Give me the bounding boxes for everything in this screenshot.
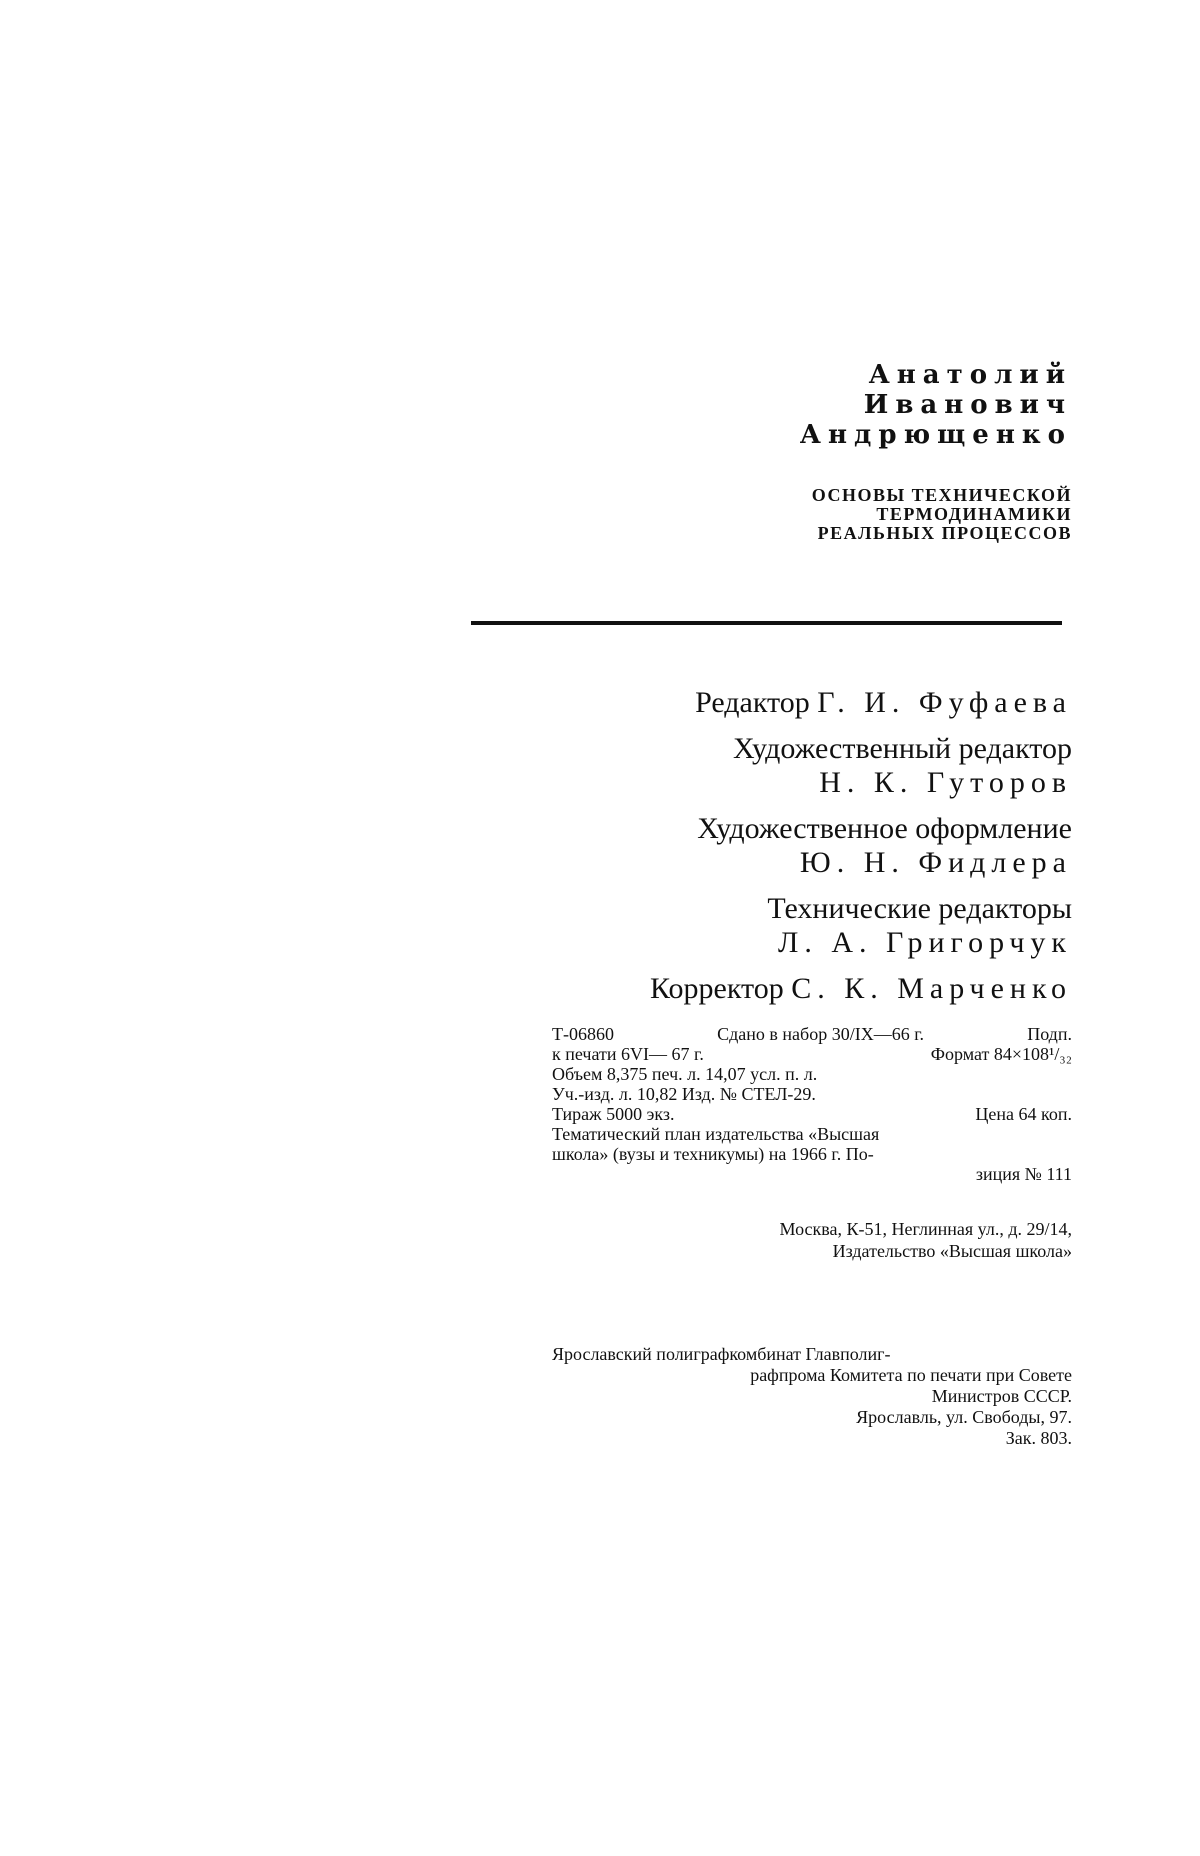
printer-info xyxy=(552,1344,1072,1449)
credit-role: Художественное оформление xyxy=(697,812,1072,845)
credit-name: Ю. Н. Фидлера xyxy=(799,846,1072,879)
divider-rule xyxy=(471,621,1062,625)
credit-name: Н. К. Гуторов xyxy=(819,766,1072,799)
credits-block xyxy=(512,686,1072,1006)
printer-line: Министров СССР. xyxy=(931,1386,1072,1406)
printer-address: Ярославль, ул. Свободы, 97. xyxy=(856,1407,1072,1427)
imprint-plan: школа» (вузы и техникумы) на 1966 г. По- xyxy=(552,1144,874,1164)
credit-name: С. К. Марченко xyxy=(791,972,1072,1005)
imprint-volume: Объем 8,375 печ. л. 14,07 усл. п. л. xyxy=(552,1064,818,1084)
imprint-plan: зиция № 111 xyxy=(975,1164,1072,1184)
imprint-format: Формат 84×108¹/₃₂ xyxy=(930,1044,1072,1064)
credit-role: Технические редакторы xyxy=(767,892,1072,925)
order-number: Зак. 803. xyxy=(1005,1428,1072,1448)
address-line: Москва, К-51, Неглинная ул., д. 29/14, xyxy=(779,1219,1072,1239)
author-first-name: Анатолий xyxy=(868,360,1072,390)
book-title xyxy=(572,486,1072,543)
imprint-plan: Тематический план издательства «Высшая xyxy=(552,1124,880,1144)
book-title-line: ТЕРМОДИНАМИКИ xyxy=(876,504,1072,524)
imprint-code: Т-06860 xyxy=(552,1024,614,1044)
book-title-line: ОСНОВЫ ТЕХНИЧЕСКОЙ xyxy=(811,485,1072,505)
publisher-address xyxy=(552,1218,1072,1262)
author-patronymic: Иванович xyxy=(863,390,1072,420)
credit-corrector xyxy=(512,972,1072,1006)
author-name xyxy=(572,360,1072,450)
printer-line: Ярославский полиграфкомбинат Главполиг- xyxy=(552,1344,891,1364)
credit-role: Художественный редактор xyxy=(733,732,1072,765)
credit-role: Редактор xyxy=(695,686,810,719)
imprint-print-run: Тираж 5000 экз. xyxy=(552,1104,675,1124)
imprint-print-date: к печати 6VI— 67 г. xyxy=(552,1044,704,1064)
credit-name: Г. И. Фуфаева xyxy=(817,686,1072,719)
author-surname: Андрющенко xyxy=(799,420,1072,450)
imprint-line xyxy=(552,1024,1072,1044)
imprint-edition: Уч.-изд. л. 10,82 Изд. № СТЕЛ-29. xyxy=(552,1084,816,1104)
credit-role: Корректор xyxy=(649,972,784,1005)
credit-editor xyxy=(512,686,1072,720)
imprint-text: Подп. xyxy=(1027,1024,1072,1044)
imprint-price: Цена 64 коп. xyxy=(975,1104,1072,1124)
imprint-line xyxy=(552,1104,1072,1124)
imprint-line xyxy=(552,1044,1072,1064)
book-title-line: РЕАЛЬНЫХ ПРОЦЕССОВ xyxy=(817,523,1072,543)
imprint-typeset-date: Сдано в набор 30/IX—66 г. xyxy=(717,1024,925,1044)
publisher-name: Издательство «Высшая школа» xyxy=(832,1241,1072,1261)
credit-name: Л. А. Григорчук xyxy=(778,926,1072,959)
imprint-details xyxy=(552,1024,1072,1184)
printer-line: рафпрома Комитета по печати при Совете xyxy=(750,1365,1072,1385)
